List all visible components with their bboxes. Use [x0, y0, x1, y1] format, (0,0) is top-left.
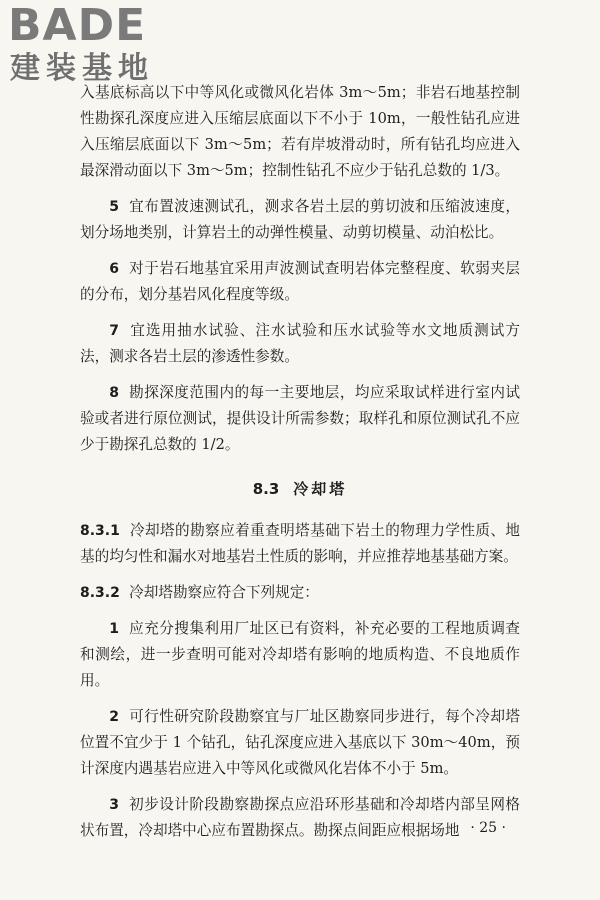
list-item: 1 应充分搜集利用厂址区已有资料，补充必要的工程地质调查和测绘，进一步查明可能对冷却塔有影响的地质构造、不良地质作用。 — [80, 620, 520, 689]
section-heading — [80, 478, 520, 500]
watermark-subtitle: 建装基地 — [10, 51, 154, 86]
page-content — [80, 80, 520, 844]
clause-8-3-2: 8.3.2 冷却塔勘察应符合下列规定： — [80, 584, 319, 601]
list-item: 7 宜选用抽水试验、注水试验和压水试验等水文地质测试方法，测求各岩土层的渗透性参数。 — [80, 322, 520, 365]
list-item: 6 对于岩石地基宜采用声波测试查明岩体完整程度、软弱夹层的分布，划分基岩风化程度等级。 — [80, 260, 520, 303]
section-number: 8.3 — [252, 480, 280, 498]
page-number: · 25 · — [470, 820, 506, 836]
list-item: 2 可行性研究阶段勘察宜与厂址区勘察同步进行，每个冷却塔位置不宜少于 1 个钻孔，钻孔深度应进入基底以下 30m～40m，预计深度内遇基岩应进入中等风化或微风化岩体不小于 5m。 — [80, 708, 520, 777]
continuation-paragraph: 入基底标高以下中等风化或微风化岩体 3m～5m；非岩石地基控制性勘探孔深度应进入压缩层底面以下不小于 10m，一般性钻孔应进入压缩层底面以下 3m～5m；若有岸坡滑动时，所有钻孔均应进入最深滑动面以下 3m～5m；控制性钻孔不应少于钻孔总数的 1/3。 — [80, 84, 520, 179]
list-item: 8 勘探深度范围内的每一主要地层，均应采取试样进行室内试验或者进行原位测试，提供设计所需参数；取样孔和原位测试孔不应少于勘探孔总数的 1/2。 — [80, 384, 520, 453]
list-item: 5 宜布置波速测试孔，测求各岩土层的剪切波和压缩波速度，划分场地类别，计算岩土的动弹性模量、动剪切模量、动泊松比。 — [80, 198, 520, 241]
list-item: 3 初步设计阶段勘察勘探点应沿环形基础和冷却塔内部呈网格状布置，冷却塔中心应布置勘探点。勘探点间距应根据场地 — [80, 796, 520, 839]
watermark-brand: BADE — [8, 0, 147, 51]
watermark-logo — [6, 2, 176, 90]
clause-8-3-1: 8.3.1 冷却塔的勘察应着重查明塔基础下岩土的物理力学性质、地基的均匀性和漏水对地基岩土性质的影响，并应推荐地基基础方案。 — [80, 522, 520, 565]
section-title: 冷却塔 — [293, 480, 348, 498]
